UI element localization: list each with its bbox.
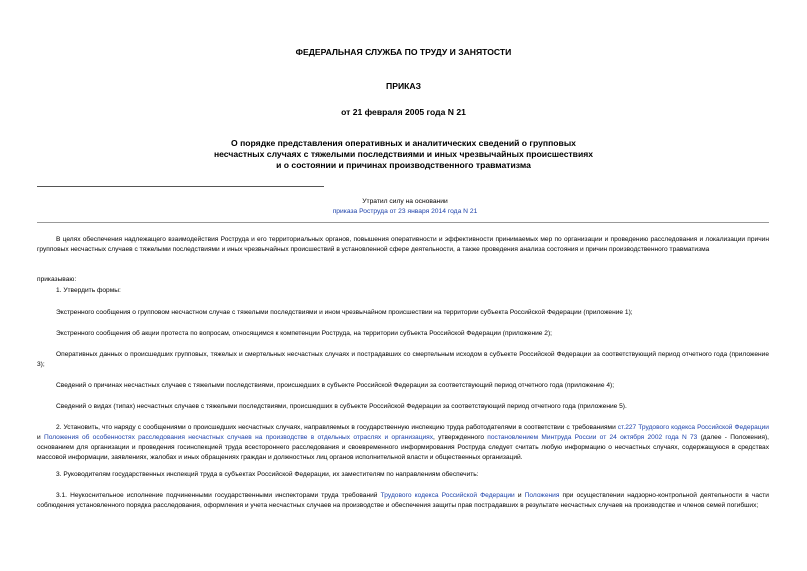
document-date: от 21 февраля 2005 года N 21 [341,107,466,117]
status-divider [37,222,769,223]
status-text: Утратил силу на основании [362,198,448,205]
item-3-1-text-2: и [514,492,525,499]
form-item-3: Оперативных данных о происшедших групповых, тяжелых и смертельных несчастных случаях и пострадавших со смертельным исходом в субъекте Российской Федерации за соответствующий период отчетного года (приложение 3); [37,351,769,368]
labor-code-art227-link[interactable]: ст.227 Трудового кодекса Российской Федерации [617,424,769,431]
order-word: приказываю: [37,276,77,283]
status-note [320,197,490,217]
form-item-4: Сведений о причинах несчастных случаев с тяжелыми последствиями, происшедших в субъекте Российской Федерации за соответствующий период отчетного года (приложение 4); [56,382,615,389]
title-line-1: О порядке представления оперативных и аналитических сведений о групповых [231,138,576,148]
labor-code-link[interactable]: Трудового кодекса Российской Федерации [380,492,515,499]
title-line-2: несчастных случаях с тяжелыми последствиями и иных чрезвычайных происшествиях [213,149,594,159]
title-divider [37,186,324,187]
item-2-paragraph [37,423,769,463]
title-line-3: и о состоянии и причинах производственного травматизма [276,160,531,170]
item-2-text-2: и [37,434,44,441]
document-type: ПРИКАЗ [386,81,421,91]
item-3-1-paragraph [37,491,769,511]
regulation-link[interactable]: Положения об особенностях расследования несчастных случаев на производстве в отдельных отраслях и организациях [43,434,434,441]
form-item-5: Сведений о видах (типах) несчастных случаев с тяжелыми последствиями, происшедших в субъекте Российской Федерации за соответствующий период отчетного года (приложение 5). [56,403,627,410]
item-3-1-text-1: 3.1. Неукоснительное исполнение подчиненными государственными инспекторами труда требований [56,492,381,499]
document-title [0,138,807,171]
item-3: 3. Руководителям государственных инспекций труда в субъектах Российской Федерации, их заместителям по направлениям обеспечить: [56,471,479,478]
item-2-text-4: (далее - Положения), основанием для организации и проведения госинспекцией труда всестороннего расследования и своевременного информирования Роструда следует считать любую информацию о несчастных случаях, содержащуюся в средствах массовой информации, заявлениях, жалобах и иных обращениях граждан и должностных лиц органов исполнительной власти и общественных организаций. [37,434,769,461]
status-link[interactable]: приказа Роструда от 23 января 2014 года N 21 [332,208,478,215]
item-2-text-3: , утвержденного [433,434,488,441]
preamble-paragraph: В целях обеспечения надлежащего взаимодействия Роструда и его территориальных органов, повышения оперативности и эффективности принимаемых мер по организации и проведению расследования и локализации причин групповых несчастных случаев с тяжелыми последствиями и иных чрезвычайных происшествий в установленной сфере деятельности, а также проведения анализа состояния и причин производственного травматизма [37,236,769,253]
regulation-link-2[interactable]: Положения [524,492,560,499]
mintrud-resolution-link[interactable]: постановлением Минтруда России от 24 октября 2002 года N 73 [487,434,698,441]
form-item-2: Экстренного сообщения об акции протеста по вопросам, относящимся к компетенции Роструда, на территории субъекта Российской Федерации (приложение 2); [56,330,552,337]
agency-heading: ФЕДЕРАЛЬНАЯ СЛУЖБА ПО ТРУДУ И ЗАНЯТОСТИ [295,47,512,57]
item-3-1-text-3: при осуществлении надзорно-контрольной деятельности в части соблюдения установленного порядка расследования, оформления и учета несчастных случаев на производстве и обеспечения защиты прав пострадавших в результате несчастных случаев на производстве и членов семей погибших; [37,492,769,509]
item-2-text-1: 2. Установить, что наряду с сообщениями о происшедших несчастных случаях, направляемых в государственную инспекцию труда работодателями в соответствии с требованиями [56,424,618,431]
item-1: 1. Утвердить формы: [56,287,121,294]
form-item-1: Экстренного сообщения о групповом несчастном случае с тяжелыми последствиями и ином чрезвычайном происшествии на территории субъекта Российской Федерации (приложение 1); [56,309,633,316]
